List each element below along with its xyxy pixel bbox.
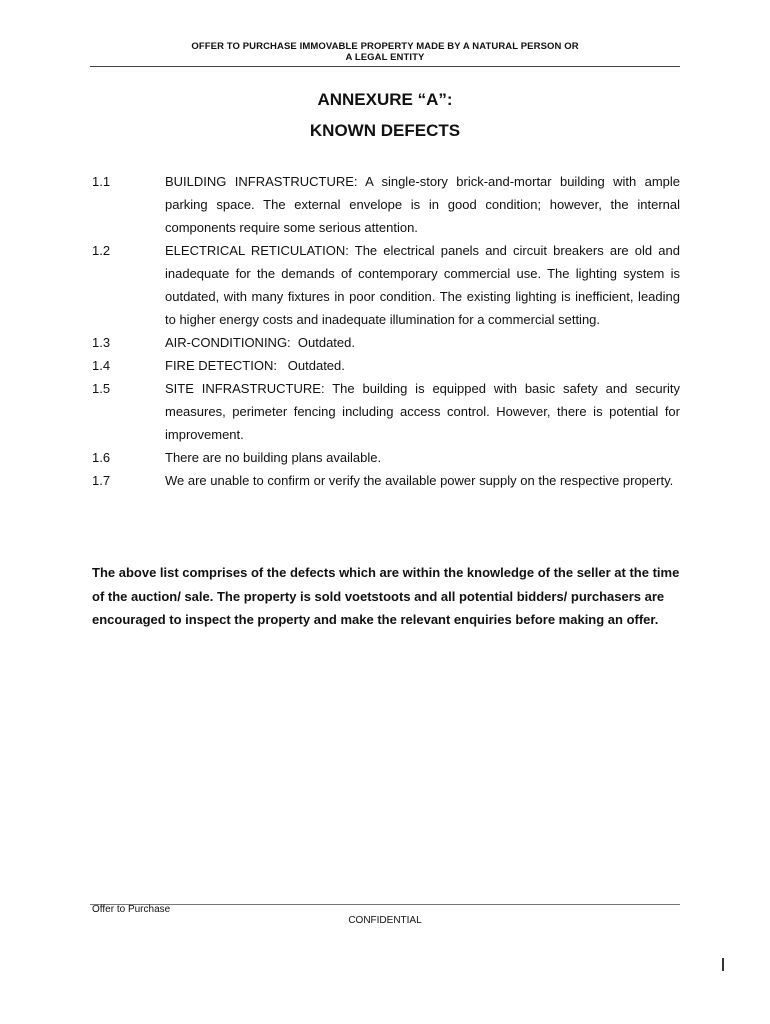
defect-text: We are unable to confirm or verify the available power supply on the respective property.: [165, 473, 674, 488]
defect-item: [92, 170, 680, 239]
defect-number: 1.5: [92, 381, 111, 396]
defect-text: BUILDING INFRASTRUCTURE: A single-story brick-and-mortar building with ample parking space. The external envelope is in good condition; however, the internal components require some serious attention.: [165, 174, 680, 235]
defect-number: 1.3: [92, 335, 111, 350]
header-line-2: A LEGAL ENTITY: [345, 52, 425, 63]
defect-text: FIRE DETECTION: Outdated.: [165, 358, 345, 373]
defect-item: [92, 239, 680, 331]
defect-item: [92, 354, 680, 377]
defects-list: [92, 170, 680, 492]
footer-confidential: CONFIDENTIAL: [348, 915, 422, 926]
defect-item: [92, 377, 680, 446]
defect-text: ELECTRICAL RETICULATION: The electrical panels and circuit breakers are old and inadequate for the demands of contemporary commercial use. The lighting system is outdated, with many fixtures in poor condition. The existing lighting is inefficient, leading to higher energy costs and inadequate illumination for a commercial setting.: [165, 243, 680, 327]
defect-text: AIR-CONDITIONING: Outdated.: [165, 335, 355, 350]
defect-number: 1.2: [92, 243, 111, 258]
defect-text: There are no building plans available.: [165, 450, 382, 465]
defect-item: [92, 446, 680, 469]
defect-number: 1.1: [92, 174, 111, 189]
defect-number: 1.7: [92, 473, 111, 488]
defect-item: [92, 331, 680, 354]
defect-item: [92, 469, 680, 492]
footer-divider: [90, 904, 680, 905]
footer-document-name: Offer to Purchase: [92, 904, 171, 915]
text-cursor-mark: [722, 958, 724, 971]
known-defects-title: KNOWN DEFECTS: [309, 121, 461, 140]
defect-text: SITE INFRASTRUCTURE: The building is equipped with basic safety and security measures, perimeter fencing including access control. However, there is potential for improvement.: [165, 381, 680, 442]
defect-number: 1.6: [92, 450, 111, 465]
page-header: [90, 41, 680, 63]
header-divider: [90, 66, 680, 67]
annexure-title: ANNEXURE “A”:: [317, 90, 453, 109]
header-line-1: OFFER TO PURCHASE IMMOVABLE PROPERTY MADE BY A NATURAL PERSON OR: [191, 41, 579, 52]
seller-notice: The above list comprises of the defects which are within the knowledge of the seller at the time of the auction/ sale. The property is sold voetstoots and all potential bidders/ purchasers are encouraged to inspect the property and make the relevant enquiries before making an offer.: [92, 565, 680, 627]
defect-number: 1.4: [92, 358, 111, 373]
